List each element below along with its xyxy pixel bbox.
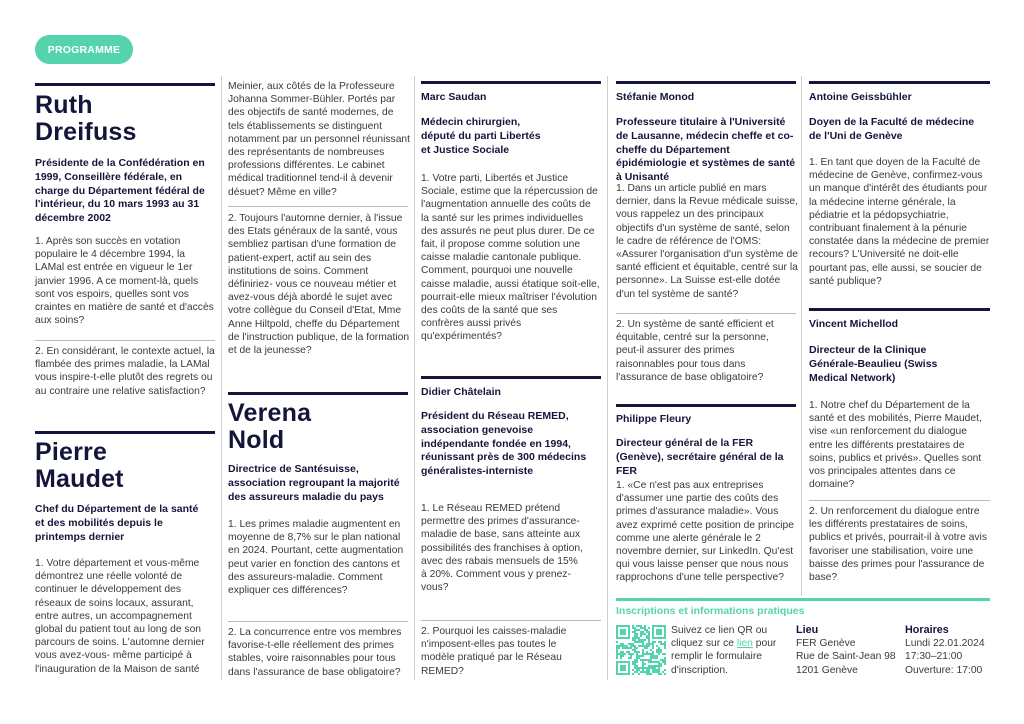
inscriptions-rule	[616, 598, 990, 601]
question-1: 1. «Ce n'est pas aux entreprises d'assumer une partie des coûts des primes d'assurance maladie». Vous avez exprimé cette position de principe comme une alerte générale le 2 novembre dernier, sur LinkedIn. Qu'est qui vous laisse penser que nous nous rapprochons d'une telle perspective?	[616, 480, 795, 584]
speaker-role: Directrice de Santésuisse, association regroupant la majorité des assureurs maladie du pays	[228, 463, 400, 503]
qr-code-icon	[616, 625, 666, 675]
registration-link[interactable]: lien	[736, 638, 753, 650]
section-rule	[616, 81, 796, 84]
question-1: 1. Dans un article publié en mars dernier, dans la Revue médicale suisse, vous rappelez un des principaux objectifs d'un système de santé, selon le cadre de référence de l'OMS: «Assurer l'organisation d'un système de santé efficient et équitable, centré sur la personne». La Suisse est-elle dotée d'un tel système de santé?	[616, 183, 799, 300]
schedule-info	[905, 624, 1005, 677]
name-line: Pierre	[35, 438, 108, 466]
name-line: Dreifuss	[35, 118, 137, 146]
speaker-role: Présidente de la Confédération en 1999, Conseillère fédérale, en charge du Département fédéral de l'intérieur, du 10 mars 1993 au 31 décembre 2002	[35, 157, 205, 225]
venue-info	[796, 624, 906, 677]
venue-line: 1201 Genève	[796, 664, 858, 676]
question-divider	[228, 206, 408, 207]
question-1: 1. Après son succès en votation populaire le 4 décembre 1994, la LAMal est entrée en vigueur le 1er janvier 1996. A ce moment-là, quels sont vos espoirs, quelles sont vos craintes en matière de santé et d'accès aux soins?	[35, 236, 214, 327]
question-2: 2. La concurrence entre vos membres favorise-t-elle réellement des primes stables, voire raisonnables pour tous dans l'assurance de base obligatoire?	[228, 627, 402, 678]
name-line: Ruth	[35, 91, 93, 119]
question-divider	[421, 620, 601, 621]
question-divider	[616, 313, 796, 314]
programme-badge: PROGRAMME	[35, 35, 133, 64]
section-rule	[616, 404, 796, 407]
question-1: 1. En tant que doyen de la Faculté de médecine de Genève, confirmez-vous un manque d'intérêt des étudiants pour la médecine interne générale, la pédiatrie et la pédopsychiatrie, contribuant finalement à la pénurie constatée dans la médecine de premier recours? L'Université ne doit-elle pourtant pas, elle aussi, se soucier de santé publique?	[809, 157, 990, 287]
section-rule	[809, 81, 990, 84]
speaker-name-monod: Stéfanie Monod	[616, 91, 695, 103]
question-2: 2. Un renforcement du dialogue entre les différents prestataires de soins, publics et privés, pourrait-il à votre avis favoriser une stabilisation, voire une baisse des primes pour l'assurance de base?	[809, 506, 987, 584]
name-line: Maudet	[35, 465, 124, 493]
question-divider	[228, 621, 408, 622]
speaker-name-saudan: Marc Saudan	[421, 91, 487, 103]
speaker-name-fleury: Philippe Fleury	[616, 413, 692, 425]
speaker-role: Professeure titulaire à l'Université de Lausanne, médecin cheffe et co-cheffe du Département épidémiologie et systèmes de santé à Unisanté	[616, 116, 796, 184]
question-2: 2. Pourquoi les caisses-maladie n'imposent-elles pas toutes le modèle pratiqué par le Réseau REMED?	[421, 626, 567, 677]
speaker-role: Directeur de la Clinique Générale-Beaulieu (Swiss Medical Network)	[809, 344, 938, 384]
question-1: 1. Les primes maladie augmentent en moyenne de 8,7% sur le plan national en 2024. Pourtant, cette augmentation peut varier en fonction des cantons et des assureurs-maladie. Comment expliquer ces différences?	[228, 519, 404, 597]
qr-text: Suivez ce lien QR ou cliquez sur ce	[671, 625, 768, 650]
name-line: Nold	[228, 426, 285, 454]
name-line: Verena	[228, 399, 312, 427]
section-rule	[421, 376, 601, 379]
question-1: 1. Votre département et vous-même démontrez une réelle volonté de continuer le développement des réseaux de soins locaux, assurant, entre autres, un accompagnement global du patient tout au long de son parcours de soins. L'automne dernier vous avez-vous- même participé à l'inauguration de la Maison de santé	[35, 558, 205, 675]
section-rule	[35, 431, 215, 434]
column-divider	[414, 76, 415, 680]
question-1-continued: Meinier, aux côtés de la Professeure Johanna Sommer-Bühler. Portés par des objectifs de santé modernes, de tels établissements se distinguent notamment par un personnel réunissant des représentants de nombreuses professions différentes. Le cabinet médical traditionnel tend-il à devenir désuet? Même en ville?	[228, 81, 411, 198]
question-2: 2. Un système de santé efficient et équitable, centré sur la personne, peut-il assurer des primes raisonnables pour tous dans l'assurance de base obligatoire?	[616, 319, 774, 383]
speaker-name-nold	[228, 400, 408, 454]
venue-line: Rue de Saint-Jean 98	[796, 651, 896, 663]
speaker-role: Directeur général de la FER (Genève), secrétaire général de la FER	[616, 437, 784, 477]
speaker-name-michellod: Vincent Michellod	[809, 318, 899, 330]
question-1: 1. Le Réseau REMED prétend permettre des primes d'assurance-maladie de base, sans atteinte aux possibilités des franchises à option, avec des rabais mensuels de 15% à 20%. Comment vous y prenez-vous?	[421, 503, 583, 594]
speaker-role: Président du Réseau REMED, association genevoise indépendante fondée en 1994, réunissant près de 300 médecins généralistes-interniste	[421, 410, 587, 478]
question-divider	[35, 340, 215, 341]
inscriptions-title: Inscriptions et informations pratiques	[616, 605, 805, 617]
column-divider	[801, 76, 802, 596]
speaker-role: Doyen de la Faculté de médecine de l'Uni de Genève	[809, 116, 975, 142]
column-divider	[607, 76, 608, 680]
section-rule	[35, 83, 215, 86]
venue-line: FER Genève	[796, 638, 856, 650]
schedule-line: Ouverture: 17:00	[905, 664, 983, 676]
qr-text: pour remplir le formulaire d'inscription.	[671, 638, 777, 676]
question-divider	[809, 500, 990, 501]
speaker-role: Chef du Département de la santé et des mobilités depuis le printemps dernier	[35, 503, 199, 543]
schedule-title: Horaires	[905, 624, 949, 636]
question-2: 2. En considérant, le contexte actuel, la flambée des primes maladie, la LAMal vous inspire-t-elle plutôt des regrets ou au contraire une relative satisfaction?	[35, 346, 215, 397]
question-1: 1. Votre parti, Libertés et Justice Sociale, estime que la répercussion de l'augmentation annuelle des coûts de la santé sur les primes individuelles des assurés ne peut plus durer. De ce fait, il propose comme solution une caisse maladie cantonale publique. Comment, pourquoi une nouvelle caisse maladie, aussi étatique soit-elle, pourrait-elle mieux maîtriser l'évolution des coûts de la santé que ses confrères aussi privés qu'expérimentés?	[421, 173, 600, 343]
section-rule	[228, 392, 408, 395]
schedule-line: 17:30–21:00	[905, 651, 963, 663]
schedule-line: Lundi 22.01.2024	[905, 638, 985, 650]
section-rule	[421, 81, 601, 84]
venue-title: Lieu	[796, 624, 819, 636]
speaker-role: Médecin chirurgien, député du parti Libertés et Justice Sociale	[421, 116, 541, 156]
question-1: 1. Notre chef du Département de la santé et des mobilités, Pierre Maudet, vise «un renforcement du dialogue entre les différents prestataires de soins, publics et privés». Quelles sont vos principales attentes dans ce domaine?	[809, 400, 982, 491]
column-divider	[221, 76, 222, 680]
speaker-name-chatelain: Didier Châtelain	[421, 386, 501, 398]
speaker-name-maudet	[35, 439, 215, 493]
section-rule	[809, 308, 990, 311]
speaker-name-geissbuhler: Antoine Geissbühler	[809, 91, 912, 103]
question-2: 2. Toujours l'automne dernier, à l'issue des Etats généraux de la santé, vous sembliez partisan d'une formation de patient-expert, actif au sein des institutions de soins. Comment définiriez- vous ce nouveau métier et avez-vous déjà abordé le sujet avec votre collègue du Conseil d'Etat, Mme Anne Hiltpold, cheffe du Département de l'instruction publique, de la formation et de la jeunesse?	[228, 213, 410, 357]
speaker-name-dreifuss	[35, 92, 215, 146]
qr-instructions	[671, 624, 786, 677]
